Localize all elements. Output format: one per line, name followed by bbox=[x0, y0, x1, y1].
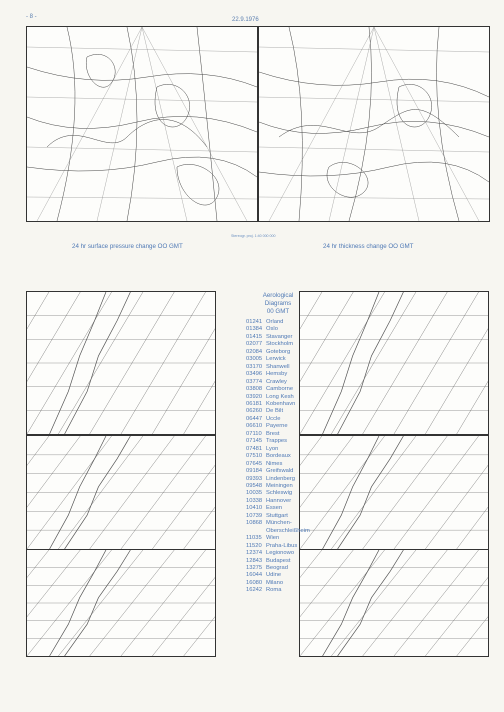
station-name: Hemsby bbox=[266, 371, 288, 378]
station-name: Udine bbox=[266, 572, 282, 579]
station-code: 06181 bbox=[246, 400, 263, 407]
station-name: Oslo bbox=[266, 326, 278, 333]
station-code: 02077 bbox=[246, 341, 263, 348]
station-name: Oberschleißheim bbox=[266, 527, 310, 534]
station-list-title-line: Diagrams bbox=[264, 300, 292, 307]
aerological-diagram bbox=[299, 549, 489, 657]
station-code: 07510 bbox=[246, 453, 263, 460]
station-row bbox=[246, 498, 310, 505]
station-list-title-line: Aerological bbox=[262, 292, 294, 299]
station-code: 09184 bbox=[246, 468, 263, 475]
station-row bbox=[246, 558, 310, 565]
aerological-diagram bbox=[26, 291, 216, 435]
aerological-diagram bbox=[26, 549, 216, 657]
map-scale: Stereogr. proj. 1:40 000 000 bbox=[231, 234, 276, 238]
station-code: 03496 bbox=[246, 371, 263, 378]
station-name: De Bilt bbox=[266, 408, 284, 415]
station-name: Trappes bbox=[266, 438, 288, 445]
station-name: Stuttgart bbox=[266, 512, 288, 519]
station-name: Orland bbox=[266, 319, 284, 325]
page-number: - 8 - bbox=[26, 14, 37, 20]
station-name: Hannover bbox=[266, 497, 292, 504]
station-code: 10410 bbox=[246, 505, 263, 512]
station-code: 09548 bbox=[246, 482, 263, 489]
station-code: 02084 bbox=[246, 348, 263, 355]
station-name: Goteborg bbox=[266, 348, 291, 355]
station-row bbox=[246, 565, 310, 572]
station-row bbox=[246, 446, 310, 453]
station-row bbox=[246, 528, 310, 535]
station-row bbox=[246, 394, 310, 401]
station-row bbox=[246, 423, 310, 430]
station-row bbox=[246, 326, 310, 333]
station-code bbox=[246, 528, 266, 535]
station-name: Stavanger bbox=[266, 333, 293, 340]
station-row bbox=[246, 379, 310, 386]
station-code: 10739 bbox=[246, 512, 263, 519]
page-date: 22.9.1976 bbox=[232, 17, 259, 23]
station-row bbox=[246, 334, 310, 341]
station-code: 03774 bbox=[246, 378, 263, 385]
station-name: Shanwell bbox=[266, 363, 290, 370]
station-row bbox=[246, 364, 310, 371]
station-row bbox=[246, 580, 310, 587]
station-rows bbox=[246, 319, 310, 595]
station-row bbox=[246, 543, 310, 550]
station-row bbox=[246, 468, 310, 475]
station-name: Brest bbox=[266, 430, 280, 437]
station-code: 07145 bbox=[246, 438, 263, 445]
station-name: München- bbox=[266, 520, 292, 527]
station-code: 06610 bbox=[246, 423, 263, 430]
station-name: Stockholm bbox=[266, 341, 294, 348]
station-name: Greifswald bbox=[266, 468, 294, 475]
station-code: 10035 bbox=[246, 490, 263, 497]
aerological-diagram bbox=[299, 435, 489, 550]
station-code: 07645 bbox=[246, 460, 263, 467]
station-code: 06260 bbox=[246, 408, 263, 415]
station-row bbox=[246, 371, 310, 378]
right-map-caption: 24 hr thickness change OO GMT bbox=[323, 243, 414, 250]
station-code: 03808 bbox=[246, 386, 263, 393]
station-name: Beograd bbox=[266, 564, 288, 571]
station-row bbox=[246, 535, 310, 542]
aerological-diagram bbox=[299, 291, 489, 435]
station-row bbox=[246, 341, 310, 348]
station-row bbox=[246, 453, 310, 460]
station-name: Legionowo bbox=[266, 550, 295, 557]
station-name: Lyon bbox=[266, 445, 279, 452]
station-name: Kobenhavn bbox=[266, 400, 296, 407]
station-row bbox=[246, 476, 310, 483]
station-list bbox=[246, 292, 310, 595]
station-name: Milano bbox=[266, 579, 284, 586]
station-name: Crawley bbox=[266, 378, 287, 385]
station-name: Lerwick bbox=[266, 356, 286, 363]
surface-pressure-change-map bbox=[26, 26, 258, 222]
station-name: Camborne bbox=[266, 386, 294, 393]
station-name: Long Kesh bbox=[266, 393, 294, 400]
station-row bbox=[246, 483, 310, 490]
station-code: 07110 bbox=[246, 430, 262, 437]
station-code: 10338 bbox=[246, 497, 263, 504]
thickness-change-map bbox=[258, 26, 490, 222]
station-code: 11035 bbox=[246, 535, 262, 542]
station-code: 06447 bbox=[246, 415, 263, 422]
station-code: 11520 bbox=[246, 542, 262, 549]
station-name: Essen bbox=[266, 505, 283, 512]
station-row bbox=[246, 356, 310, 363]
station-code: 01241 bbox=[246, 319, 263, 325]
station-row bbox=[246, 587, 310, 594]
station-code: 03005 bbox=[246, 356, 263, 363]
station-name: Budapest bbox=[266, 557, 291, 564]
station-name: Uccle bbox=[266, 415, 281, 422]
station-code: 13275 bbox=[246, 564, 263, 571]
station-code: 01415 bbox=[246, 333, 263, 340]
station-code: 12374 bbox=[246, 550, 263, 557]
station-code: 09393 bbox=[246, 475, 263, 482]
station-name: Nimes bbox=[266, 460, 283, 467]
aerological-diagram bbox=[26, 435, 216, 550]
station-row bbox=[246, 461, 310, 468]
station-row bbox=[246, 431, 310, 438]
station-code: 10868 bbox=[246, 520, 263, 527]
station-row bbox=[246, 416, 310, 423]
station-name: Schleswig bbox=[266, 490, 293, 497]
left-map-caption: 24 hr surface pressure change OO GMT bbox=[72, 243, 183, 250]
station-row bbox=[246, 490, 310, 497]
station-row bbox=[246, 349, 310, 356]
station-row bbox=[246, 513, 310, 520]
station-code: 03920 bbox=[246, 393, 263, 400]
station-name: Bordeaux bbox=[266, 453, 291, 460]
station-name: Roma bbox=[266, 587, 282, 594]
station-row bbox=[246, 438, 310, 445]
station-row bbox=[246, 319, 310, 326]
station-row bbox=[246, 520, 310, 527]
station-code: 16242 bbox=[246, 587, 263, 594]
station-row bbox=[246, 408, 310, 415]
station-name: Meiningen bbox=[266, 482, 293, 489]
station-row bbox=[246, 401, 310, 408]
station-row bbox=[246, 386, 310, 393]
station-code: 16080 bbox=[246, 579, 263, 586]
station-code: 12843 bbox=[246, 557, 263, 564]
station-code: 03170 bbox=[246, 363, 263, 370]
station-code: 07481 bbox=[246, 445, 263, 452]
station-name: Payerne bbox=[266, 423, 288, 430]
station-list-title-line: 00 GMT bbox=[266, 308, 290, 315]
station-row bbox=[246, 505, 310, 512]
station-row bbox=[246, 572, 310, 579]
station-code: 16044 bbox=[246, 572, 263, 579]
station-name: Lindenberg bbox=[266, 475, 296, 482]
station-name: Praha-Libus bbox=[266, 542, 298, 549]
station-code: 01384 bbox=[246, 326, 263, 333]
station-row bbox=[246, 550, 310, 557]
station-name: Wien bbox=[266, 535, 280, 542]
